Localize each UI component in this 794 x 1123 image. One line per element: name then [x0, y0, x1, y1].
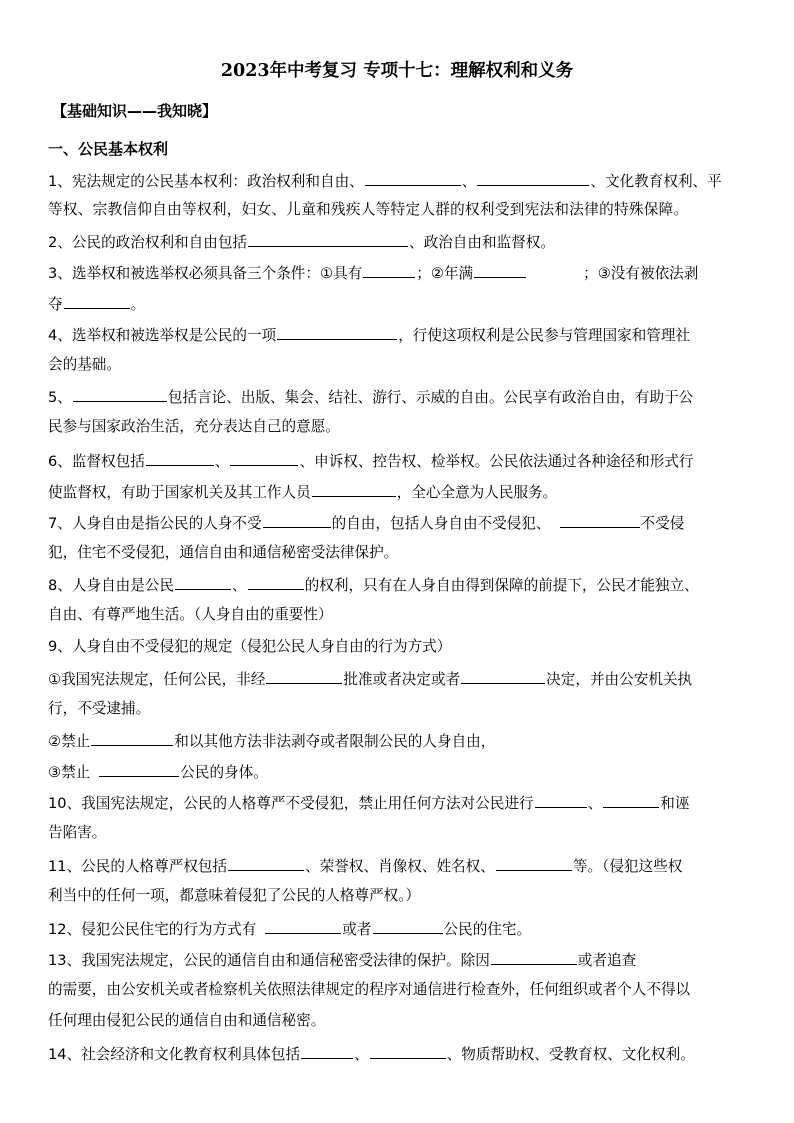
- fill-blank[interactable]: [146, 450, 214, 466]
- page-title: 2023年中考复习 专项十七：理解权利和义务: [220, 61, 574, 81]
- fill-blank[interactable]: [265, 918, 341, 934]
- fill-blank[interactable]: [248, 574, 304, 590]
- question-4-line-2: 会的基础。: [48, 356, 121, 373]
- fill-blank[interactable]: [603, 792, 659, 808]
- question-9-item-3: ③禁止 公民的身体。: [48, 761, 748, 783]
- fill-blank[interactable]: [73, 386, 167, 402]
- question-9-item-1-line-2: 行，不受逮捕。: [48, 700, 151, 717]
- question-9-item-1-line-1: ①我国宪法规定，任何公民，非经 批准或者决定或者 决定，并由公安机关执: [48, 668, 748, 690]
- fill-blank[interactable]: [312, 481, 396, 497]
- question-4-line-1: 4、选举权和被选举权是公民的一项 ，行使这项权利是公民参与管理国家和管理社: [48, 324, 748, 346]
- question-10-line-2: 告陷害。: [48, 824, 107, 841]
- question-7-line-1: 7、人身自由是指公民的人身不受 的自由，包括人身自由不受侵犯、 不受侵: [48, 512, 748, 534]
- fill-blank[interactable]: [263, 512, 331, 528]
- fill-blank[interactable]: [496, 855, 572, 871]
- question-3-line-2: 夺 。: [48, 293, 748, 315]
- question-13-line-3: 任何理由侵犯公民的通信自由和通信秘密。: [48, 1012, 326, 1029]
- question-8-line-1: 8、人身自由是公民 、 的权利，只有在人身自由得到保障的前提下，公民才能独立、: [48, 574, 748, 596]
- question-7-line-2: 犯，住宅不受侵犯，通信自由和通信秘密受法律保护。: [48, 544, 399, 561]
- question-5-line-1: 5、 包括言论、出版、集会、结社、游行、示威的自由。公民享有政治自由，有助于公: [48, 386, 748, 408]
- fill-blank[interactable]: [301, 1043, 353, 1059]
- question-13-line-2: 的需要，由公安机关或者检察机关依照法律规定的程序对通信进行检查外，任何组织或者个人不得以: [48, 981, 691, 998]
- fill-blank[interactable]: [175, 574, 231, 590]
- fill-blank[interactable]: [248, 231, 408, 247]
- fill-blank[interactable]: [461, 668, 545, 684]
- question-3-line-1: 3、选举权和被选举权必须具备三个条件：①具有 ；②年满 ；③没有被依法剥: [48, 262, 748, 284]
- fill-blank[interactable]: [277, 324, 397, 340]
- fill-blank[interactable]: [228, 855, 304, 871]
- fill-blank[interactable]: [365, 170, 461, 186]
- fill-blank[interactable]: [230, 450, 298, 466]
- question-9-item-2: ②禁止 和以其他方法非法剥夺或者限制公民的人身自由，: [48, 730, 748, 752]
- question-11-line-1: 11、公民的人格尊严权包括 、荣誉权、肖像权、姓名权、 等。（侵犯这些权: [48, 855, 748, 877]
- section-header: 【基础知识——我知晓】: [52, 102, 218, 120]
- fill-blank[interactable]: [363, 262, 415, 278]
- question-1-line-2: 等权、宗教信仰自由等权利，妇女、儿童和残疾人等特定人群的权利受到宪法和法律的特殊保障。: [48, 201, 689, 218]
- question-14: 14、社会经济和文化教育权利具体包括 、 、物质帮助权、受教育权、文化权利。: [48, 1043, 748, 1065]
- question-8-line-2: 自由、有尊严地生活。（人身自由的重要性）: [48, 606, 333, 623]
- fill-blank[interactable]: [560, 512, 640, 528]
- fill-blank[interactable]: [266, 668, 342, 684]
- fill-blank[interactable]: [99, 761, 179, 777]
- question-10-line-1: 10、我国宪法规定，公民的人格尊严不受侵犯，禁止用任何方法对公民进行 、 和诬: [48, 792, 748, 814]
- question-6-line-1: 6、监督权包括 、 、申诉权、控告权、检举权。公民依法通过各种途径和形式行: [48, 450, 748, 472]
- fill-blank[interactable]: [491, 949, 577, 965]
- question-11-line-2: 利当中的任何一项，都意味着侵犯了公民的人格尊严权。）: [48, 887, 421, 904]
- fill-blank[interactable]: [535, 792, 587, 808]
- fill-blank[interactable]: [370, 1043, 446, 1059]
- question-13-line-1: 13、我国宪法规定，公民的通信自由和通信秘密受法律的保护。除因 或者追查: [48, 949, 748, 971]
- question-9-heading: 9、人身自由不受侵犯的规定（侵犯公民人身自由的行为方式）: [48, 638, 452, 655]
- question-5-line-2: 民参与国家政治生活，充分表达自己的意愿。: [48, 418, 340, 435]
- fill-blank[interactable]: [64, 293, 130, 309]
- question-2: 2、公民的政治权利和自由包括 、政治自由和监督权。: [48, 231, 748, 253]
- subsection-title: 一、公民基本权利: [48, 140, 169, 158]
- question-1-line-1: 1、宪法规定的公民基本权利：政治权利和自由、 、 、文化教育权利、平: [48, 170, 748, 192]
- question-6-line-2: 使监督权，有助于国家机关及其工作人员 ，全心全意为人民服务。: [48, 481, 748, 503]
- fill-blank[interactable]: [91, 730, 173, 746]
- fill-blank[interactable]: [474, 262, 526, 278]
- fill-blank[interactable]: [373, 918, 443, 934]
- fill-blank[interactable]: [477, 170, 589, 186]
- question-12: 12、侵犯公民住宅的行为方式有 或者 公民的住宅。: [48, 918, 748, 940]
